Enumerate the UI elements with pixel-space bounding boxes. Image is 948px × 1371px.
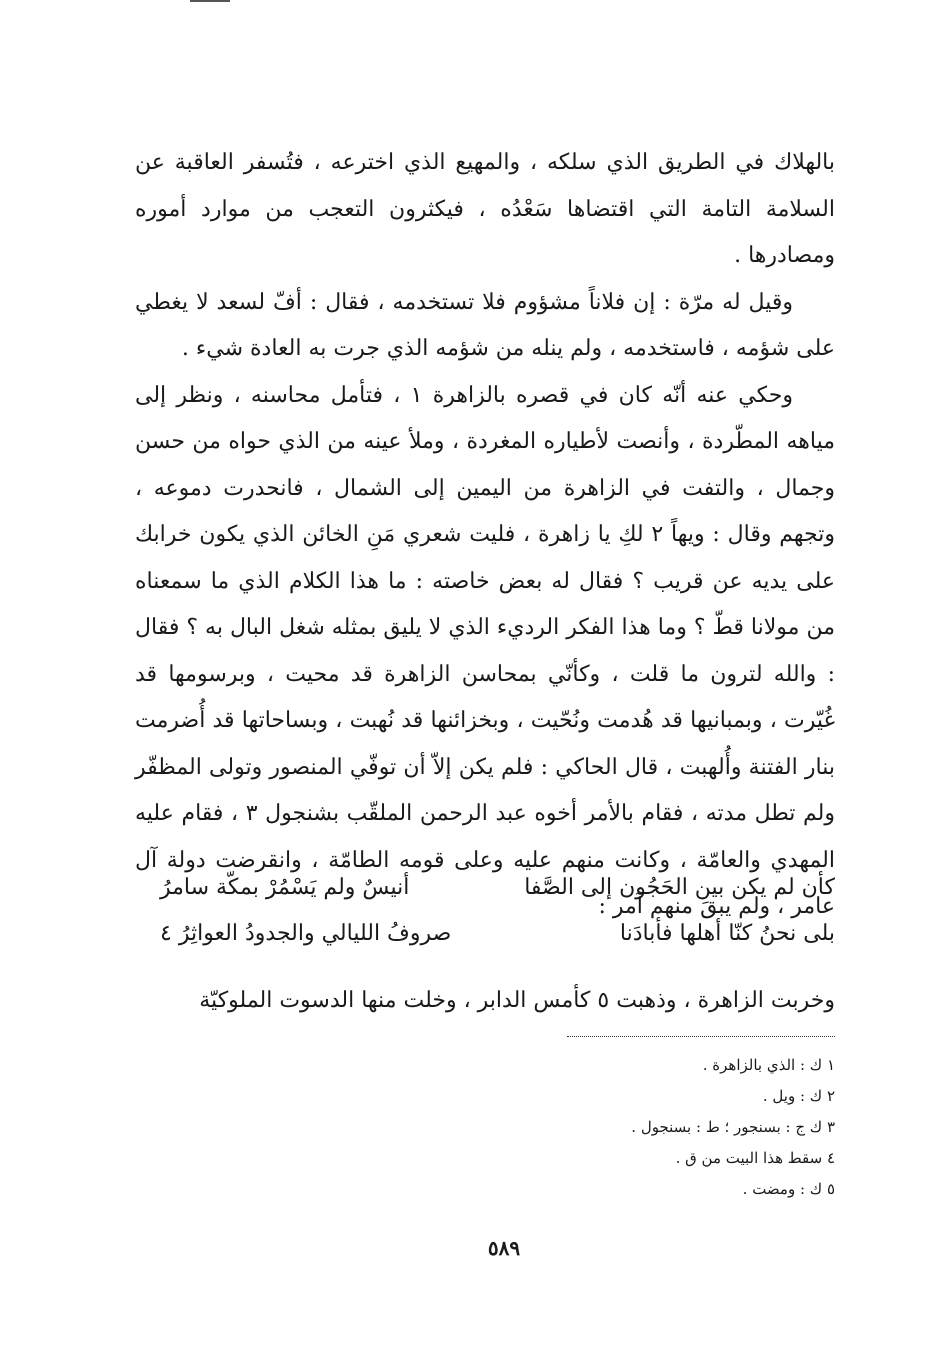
paragraph-anecdote-omen: وقيل له مرّة : إن فلاناً مشؤوم فلا تستخدمه ، فقال : أفّ لسعد لا يغطي على شؤمه ، فاستخدمه ، ولم ينله من شؤمه الذي جرت به العادة شيء . bbox=[135, 289, 835, 361]
poem-verses bbox=[160, 865, 835, 957]
top-edge-mark bbox=[190, 0, 230, 2]
footnote-item: ١ ك : الذي بالزاهرة . bbox=[702, 1056, 835, 1074]
footnote-item: ٤ سقط هذا البيت من ق . bbox=[675, 1149, 835, 1167]
verse-line bbox=[160, 865, 835, 911]
paragraph-after-verse: وخربت الزاهرة ، وذهبت ٥ كأمس الدابر ، وخلت منها الدسوت الملوكيّة bbox=[199, 988, 835, 1013]
verse-second-hemistich: صروفُ الليالي والجدودُ العواثِرُ ٤ bbox=[160, 921, 452, 946]
footnotes bbox=[430, 1050, 835, 1205]
verse-first-hemistich: كأن لم يكن بين الحَجُون إلى الصَّفا bbox=[524, 875, 835, 900]
page-number: ٥٨٩ bbox=[487, 1236, 521, 1260]
verse-second-hemistich: أنيسٌ ولم يَسْمُرْ بمكّة سامرُ bbox=[160, 875, 410, 900]
paragraph-anecdote-zahira: وحكي عنه أنّه كان في قصره بالزاهرة ١ ، فتأمل محاسنه ، ونظر إلى مياهه المطّردة ، وأنصت لأطياره المغردة ، وملأ عينه من الذي حواه من حسن وجمال ، والتفت في الزاهرة من اليمين إلى الشمال ، فانحدرت دموعه ، وتجهم وقال : ويهاً ٢ لكِ يا زاهرة ، فليت شعري مَنِ الخائن الذي يكون خرابك على يديه عن قريب ؟ فقال له بعض خاصته : ما هذا الكلام الذي ما سمعناه من مولانا قطّ ؟ وما هذا الفكر الرديء الذي لا يليق بمثله شغل البال به ؟ فقال : والله لترون ما قلت ، وكأنّي بمحاسن الزاهرة قد محيت ، وبرسومها قد غُيّرت ، وبمبانيها قد هُدمت ونُحّيت ، وبخزائنها قد نُهبت ، وبساحاتها قد أُضرمت بنار الفتنة وأُلهبت ، قال الحاكي : فلم يكن إلاّ أن توفّي المنصور وتولى المظفّر ولم تطل مدته ، فقام بالأمر أخوه عبد الرحمن الملقّب بشنجول ٣ ، فقام عليه المهدي والعامّة ، وكانت منهم عليه وعلى قومه الطامّة ، وانقرضت دولة آل عامر ، ولم يبقَ منهم آمر : bbox=[135, 382, 835, 919]
verse-line bbox=[160, 911, 835, 957]
footnote-item: ٢ ك : ويل . bbox=[762, 1087, 835, 1105]
footnote-item: ٥ ك : ومضت . bbox=[742, 1180, 835, 1198]
footnote-item: ٣ ك ج : بسنجور ؛ ط : بسنجول . bbox=[631, 1118, 835, 1136]
footnote-divider bbox=[567, 1036, 835, 1037]
main-text bbox=[135, 140, 835, 931]
verse-first-hemistich: بلى نحنُ كنّا أهلها فأبادَنا bbox=[619, 921, 835, 946]
paragraph-continuation: بالهلاك في الطريق الذي سلكه ، والمهيع الذي اخترعه ، فتُسفر العاقبة عن السلامة التامة التي اقتضاها سَعْدُه ، فيكثرون التعجب من موارد أموره ومصادرها . bbox=[135, 150, 835, 268]
